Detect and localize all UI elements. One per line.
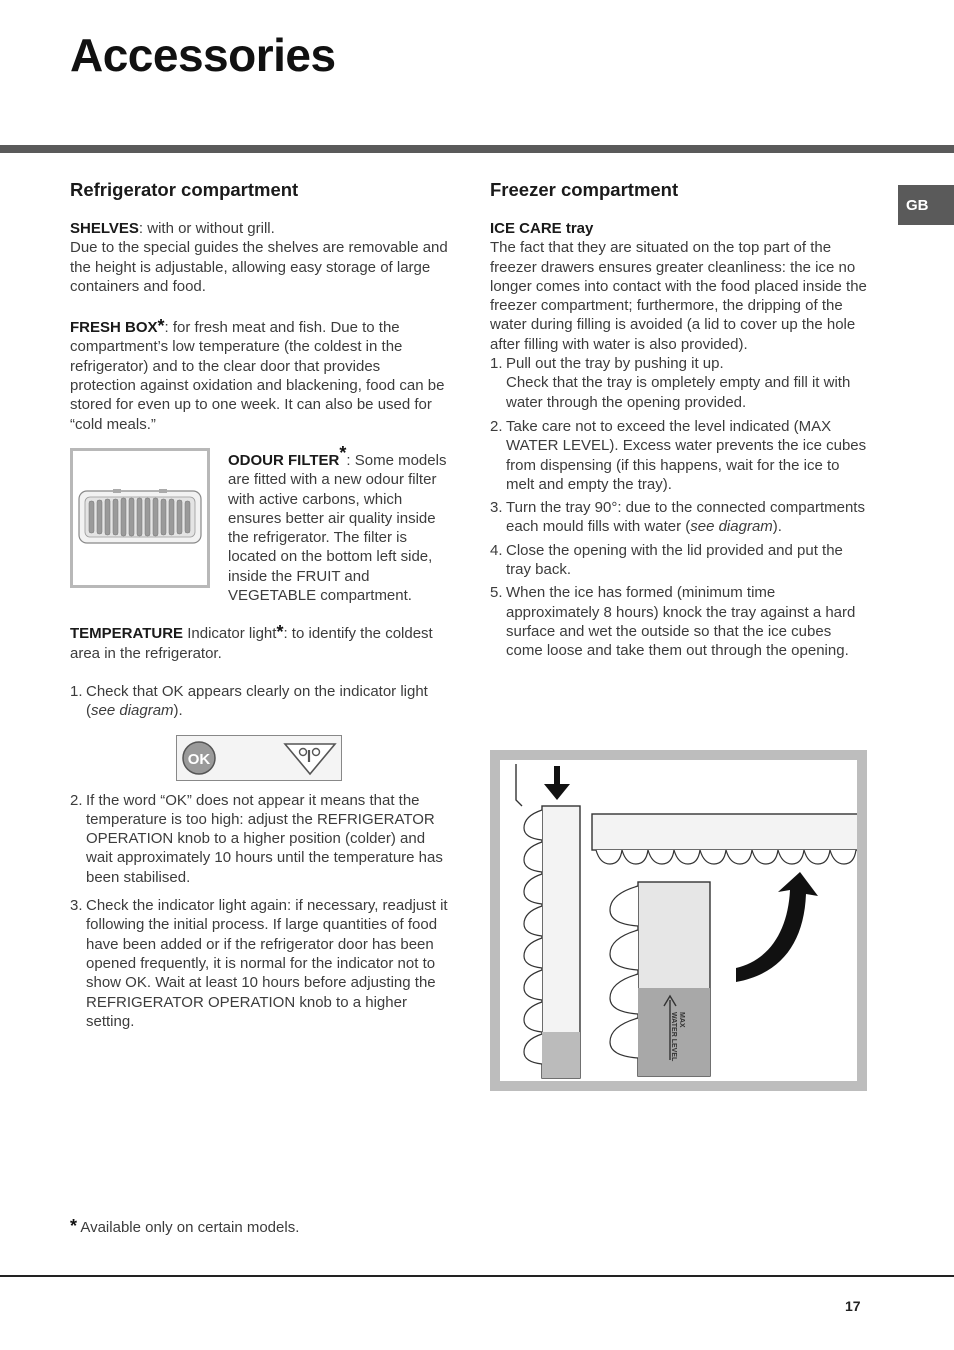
footnote (70, 1216, 300, 1236)
list-item (490, 583, 870, 660)
step-text-2: Check that the tray is ompletely empty and fill it with water through the opening provided. (506, 374, 851, 411)
step-number: 1. (490, 355, 503, 373)
temperature-text-2: : to identify the coldest area in the refrigerator. (70, 625, 433, 662)
step-text: Check the indicator light again: if necessary, readjust it following the initial process. If large quantities of food have been added or if the refrigerator door has been opened frequently, it is normal for the indicator not to show OK. Wait at least 10 hours before adjusting the REFRIGERATOR OPERATION knob to a higher setting. (86, 897, 448, 1030)
odour-filter-block (70, 442, 450, 605)
language-tab: GB (898, 185, 954, 225)
freshbox-text: : for fresh meat and fish. Due to the compartment’s low temperature (the coldest in the refrigerator) and to the clear door that provides protection against oxidation and blackening, food can be stored for even up to one week. It can also be used for “cold meals.” (70, 319, 445, 433)
ice-tray-diagram (490, 750, 867, 1091)
header-rule (0, 145, 954, 153)
ice-care-paragraph (490, 219, 870, 354)
max-label: MAX (678, 1012, 685, 1028)
page-title: Accessories (70, 29, 336, 81)
temperature-paragraph (70, 624, 450, 663)
ok-glyph: OK (187, 750, 211, 768)
step-text: Take care not to exceed the level indicated (MAX WATER LEVEL). Excess water prevents the ice cubes from dispensing (if this happens, wait for the ice to melt and empty the tray). (506, 417, 867, 493)
odour-filter-image (70, 448, 210, 588)
step-text: When the ice has formed (minimum time approximately 8 hours) knock the tray against a hard surface and wet the outside so that the ice cubes come loose and take them out through the opening. (506, 584, 856, 660)
list-item (490, 498, 870, 537)
temperature-steps-1 (70, 682, 450, 721)
list-item (70, 896, 450, 1031)
footer-rule (0, 1275, 954, 1277)
step-number: 1. (70, 682, 83, 700)
temperature-label: TEMPERATURE (70, 625, 184, 643)
ok-indicator-image (176, 735, 342, 781)
list-item (70, 791, 450, 887)
shelves-paragraph (70, 219, 450, 296)
list-item (490, 354, 870, 412)
freezer-heading: Freezer compartment (490, 179, 679, 200)
water-level-label: WATER LEVEL (670, 1012, 677, 1062)
freshbox-label: FRESH BOX (70, 319, 158, 337)
asterisk-mark: * (339, 442, 347, 463)
refrigerator-heading: Refrigerator compartment (70, 179, 299, 200)
step-italic: see diagram (91, 702, 174, 720)
step-number: 2. (490, 417, 503, 435)
step-end: ). (173, 702, 183, 720)
ice-care-body: The fact that they are situated on the top part of the freezer drawers ensures greater cleanliness: the ice no longer comes into contact with the food placed inside the freezer compartment; furthermore, the dripping of the water during filling is avoided (a lid to cover up the hole after filling with water is also provided). (490, 239, 867, 353)
page-number: 17 (845, 1298, 861, 1314)
temperature-text-1: Indicator light (183, 625, 277, 643)
freezer-column (490, 178, 870, 670)
shelves-text: : with or without grill. (138, 220, 275, 237)
ice-care-steps (490, 354, 870, 660)
footnote-text: Available only on certain models. (77, 1219, 300, 1236)
step-text: Close the opening with the lid provided and put the tray back. (506, 541, 843, 579)
ice-care-label: ICE CARE tray (490, 220, 594, 237)
step-text: Check that OK appears clearly on the indicator light ( (86, 682, 428, 720)
refrigerator-column (70, 178, 450, 1040)
step-italic: see diagram (690, 518, 773, 536)
step-number: 3. (70, 897, 83, 915)
odour-filter-label: ODOUR FILTER (228, 451, 340, 469)
step-text: Turn the tray 90°: due to the connected compartments each mould fills with water ( (506, 499, 865, 536)
list-item (490, 417, 870, 494)
odour-filter-text: : Some models are fitted with a new odour filter with active carbons, which ensures better air quality inside the refrigerator. The filter is located on the bottom left side, inside the FRUIT and VEGETABLE compartment. (228, 451, 447, 605)
step-end: ). (772, 518, 782, 536)
asterisk-mark: * (157, 316, 165, 337)
step-text: Pull out the tray by pushing it up. (506, 355, 724, 373)
step-text: If the word “OK” does not appear it means that the temperature is too high: adjust the REFRIGERATOR OPERATION knob to a higher position (colder) and wait approximately 10 hours until the temperature has been stabilised. (86, 791, 443, 886)
asterisk-mark: * (70, 1216, 78, 1236)
step-number: 4. (490, 541, 503, 559)
step-number: 5. (490, 584, 503, 602)
shelves-body: Due to the special guides the shelves are removable and the height is adjustable, allowing easy storage of large containers and food. (70, 239, 448, 295)
temperature-steps-2 (70, 791, 450, 1032)
list-item (490, 541, 870, 580)
step-number: 2. (70, 791, 83, 809)
shelves-label: SHELVES (70, 220, 139, 237)
step-number: 3. (490, 499, 503, 517)
freshbox-paragraph (70, 318, 450, 434)
list-item (70, 682, 450, 721)
asterisk-mark: * (276, 622, 284, 643)
